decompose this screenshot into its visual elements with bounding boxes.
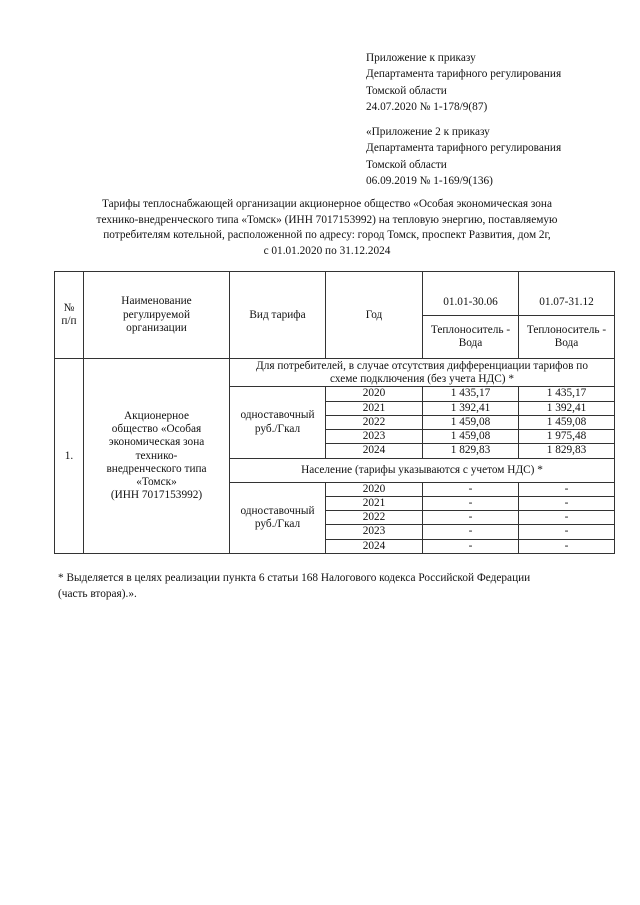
- tariff-value: 1 392,41: [423, 401, 519, 415]
- header-line: Приложение к приказу: [366, 52, 476, 64]
- title-line: технико-внедренческого типа «Томск» (ИНН 7017153992) на тепловую энергию, поставляемую: [96, 213, 558, 226]
- tariff-value: 1 435,17: [423, 387, 519, 401]
- tariff-type: одноставочный руб./Гкал: [230, 482, 326, 553]
- document-title: [36, 197, 618, 259]
- tariff-value: -: [423, 496, 519, 510]
- header-heat-carrier: Теплоноситель - Вода: [519, 316, 615, 359]
- tariff-value: -: [423, 482, 519, 496]
- tariff-value: -: [423, 525, 519, 539]
- tariff-value: 1 459,08: [423, 415, 519, 429]
- tariff-value: 1 459,08: [519, 415, 615, 429]
- tariff-value: 1 829,83: [519, 444, 615, 458]
- tariff-value: -: [519, 496, 615, 510]
- footnote-line: * Выделяется в целях реализации пункта 6 статьи 168 Налогового кодекса Российской Федерации: [58, 572, 531, 584]
- tariff-value: -: [519, 525, 615, 539]
- tariff-value: -: [423, 511, 519, 525]
- table-row: [55, 359, 615, 387]
- section-caption: Для потребителей, в случае отсутствия дифференциации тарифов по схеме подключения (без учета НДС) *: [230, 359, 615, 387]
- order-appendix-header: [366, 50, 561, 115]
- title-line: потребителям котельной, расположенной по адресу: город Томск, проспект Развития, дом 2г,: [103, 229, 551, 242]
- header-line: «Приложение 2 к приказу: [366, 126, 490, 138]
- section-caption: Население (тарифы указываются с учетом НДС) *: [230, 458, 615, 482]
- tariff-value: -: [519, 539, 615, 553]
- organization-name: Акционерное общество «Особая экономическая зона технико- внедренческого типа «Томск» (ИНН 7017153992): [84, 359, 230, 554]
- year-cell: 2021: [326, 401, 423, 415]
- title-line: с 01.01.2020 по 31.12.2024: [263, 244, 391, 257]
- header-number: № п/п: [55, 272, 84, 359]
- tariff-value: 1 829,83: [423, 444, 519, 458]
- tariff-value: 1 392,41: [519, 401, 615, 415]
- footnote: [58, 571, 530, 602]
- table-header-row: [55, 272, 615, 316]
- year-cell: 2020: [326, 482, 423, 496]
- tariff-table: [54, 271, 615, 554]
- tariff-value: 1 975,48: [519, 430, 615, 444]
- header-heat-carrier: Теплоноситель - Вода: [423, 316, 519, 359]
- year-cell: 2022: [326, 415, 423, 429]
- header-organization: Наименование регулируемой организации: [84, 272, 230, 359]
- year-cell: 2024: [326, 444, 423, 458]
- header-tariff-type: Вид тарифа: [230, 272, 326, 359]
- tariff-value: -: [423, 539, 519, 553]
- tariff-value: -: [519, 482, 615, 496]
- year-cell: 2022: [326, 511, 423, 525]
- footnote-line: (часть вторая).».: [58, 587, 137, 600]
- header-line: Томской области: [366, 84, 447, 97]
- tariff-value: -: [519, 511, 615, 525]
- title-line: Тарифы теплоснабжающей организации акционерное общество «Особая экономическая зона: [102, 198, 552, 210]
- year-cell: 2023: [326, 430, 423, 444]
- original-appendix-header: [366, 124, 561, 189]
- header-line: Департамента тарифного регулирования: [366, 68, 562, 81]
- year-cell: 2020: [326, 387, 423, 401]
- header-line: 24.07.2020 № 1-178/9(87): [366, 100, 488, 113]
- tariff-type: одноставочный руб./Гкал: [230, 387, 326, 458]
- header-line: Томской области: [366, 158, 447, 171]
- header-period-second-half: 01.07-31.12: [519, 272, 615, 316]
- row-number: 1.: [55, 359, 84, 554]
- header-period-first-half: 01.01-30.06: [423, 272, 519, 316]
- header-line: Департамента тарифного регулирования: [366, 142, 562, 155]
- year-cell: 2024: [326, 539, 423, 553]
- header-year: Год: [326, 272, 423, 359]
- year-cell: 2021: [326, 496, 423, 510]
- year-cell: 2023: [326, 525, 423, 539]
- tariff-value: 1 459,08: [423, 430, 519, 444]
- tariff-value: 1 435,17: [519, 387, 615, 401]
- header-line: 06.09.2019 № 1-169/9(136): [366, 174, 493, 187]
